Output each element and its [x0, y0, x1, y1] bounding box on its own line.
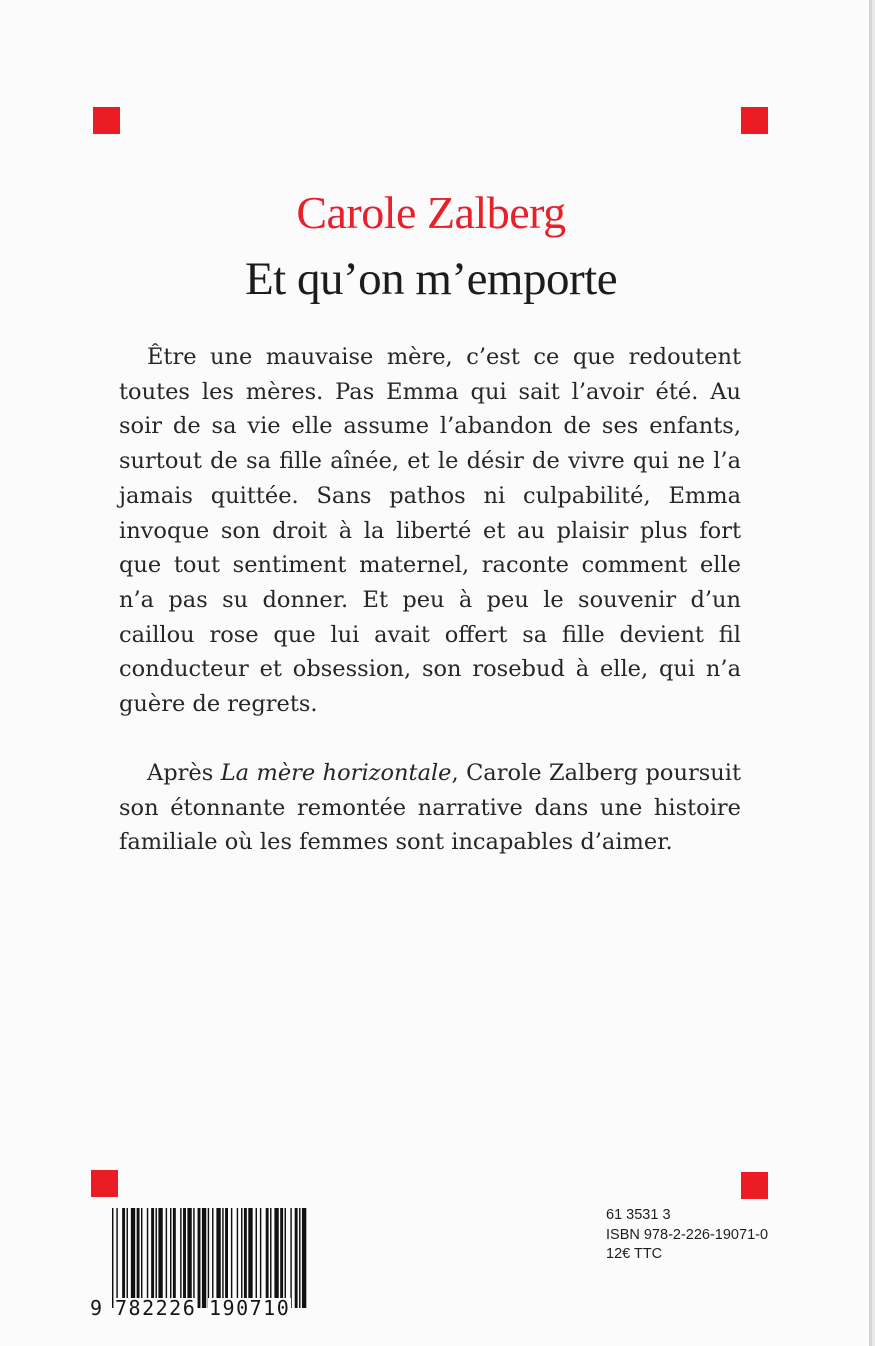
edition-code: 61 3531 3 — [606, 1207, 671, 1223]
barcode-bar — [127, 1208, 128, 1308]
barcode-bar — [302, 1208, 306, 1308]
blurb-paragraph-2-lead: Après — [147, 760, 221, 786]
corner-mark-bottom-right — [741, 1172, 768, 1199]
blurb-paragraph-2 — [119, 756, 741, 860]
barcode-bar — [187, 1208, 191, 1308]
barcode-bar — [112, 1208, 113, 1308]
barcode-bar — [285, 1208, 286, 1308]
barcode-bar — [248, 1208, 252, 1308]
barcode-bar — [198, 1208, 201, 1308]
barcode-right-digits: 190710 — [209, 1296, 291, 1320]
barcode-bar — [299, 1208, 300, 1308]
barcode-left-digits: 782226 — [115, 1296, 197, 1320]
barcode-bar — [137, 1208, 140, 1308]
barcode-bar — [158, 1208, 162, 1308]
author-name: Carole Zalberg — [296, 187, 566, 238]
barcode-bar — [270, 1208, 271, 1308]
barcode-bar — [151, 1208, 154, 1308]
barcode-bar — [266, 1208, 269, 1308]
book-title: Et qu’on m’emporte — [244, 253, 618, 305]
isbn-number: ISBN 978-2-226-19071-0 — [606, 1226, 769, 1243]
price: 12€ TTC — [606, 1246, 663, 1262]
barcode-bar — [208, 1208, 209, 1308]
barcode-bar — [141, 1208, 142, 1308]
barcode-bar — [216, 1208, 220, 1308]
previous-book-title: La mère horizontale — [220, 760, 452, 786]
barcode-bar — [122, 1208, 125, 1308]
barcode-bar — [231, 1208, 232, 1308]
barcode-bar — [295, 1208, 298, 1308]
barcode-bar — [280, 1208, 283, 1308]
barcode-bar — [290, 1208, 291, 1308]
corner-mark-top-right — [741, 107, 768, 134]
barcode-bar — [173, 1208, 176, 1308]
barcode-first-digit: 9 — [90, 1296, 103, 1320]
barcode-bar — [212, 1208, 213, 1308]
barcode-bar — [170, 1208, 171, 1308]
blurb-paragraph-2-rest: , Carole Zalberg poursuit son étonnante remontée narrative dans une histoire familiale où les femmes sont incapables d’aimer. — [119, 760, 741, 856]
barcode-bar — [241, 1208, 242, 1308]
barcode-bar — [131, 1208, 135, 1308]
barcode-bar — [193, 1208, 194, 1308]
corner-mark-bottom-left — [91, 1170, 118, 1197]
barcode-bar — [183, 1208, 186, 1308]
barcode-bar — [222, 1208, 223, 1308]
barcode-bar — [225, 1208, 228, 1308]
barcode-bar — [147, 1208, 148, 1308]
barcode-bar — [260, 1208, 261, 1308]
barcode-bar — [244, 1208, 247, 1308]
barcode-bar — [180, 1208, 181, 1308]
imprint-block — [606, 1206, 768, 1265]
barcode-bar — [116, 1208, 117, 1308]
corner-mark-top-left — [93, 107, 120, 134]
barcode-bar — [156, 1208, 157, 1308]
barcode-bar — [202, 1208, 206, 1308]
barcode-bar — [256, 1208, 257, 1308]
barcode-bar — [237, 1208, 238, 1308]
barcode-bar — [166, 1208, 167, 1308]
isbn-barcode — [90, 1208, 308, 1320]
blurb-paragraph-1: Être une mauvaise mère, c’est ce que redoutent toutes les mères. Pas Emma qui sait l’avoir été. Au soir de sa vie elle assume l’abandon de ses enfants, surtout de sa fille aînée, et le désir de vivre qui ne l’a jamais quittée. Sans pathos ni culpabilité, Emma invoque son droit à la liberté et au plaisir plus fort que tout sentiment maternel, raconte comment elle n’a pas su donner. Et peu à peu le souvenir d’un caillou rose que lui avait offert sa fille devient fil conducteur et obsession, son rosebud à elle, qui n’a guère de regrets. — [119, 344, 741, 718]
barcode-bar — [274, 1208, 278, 1308]
